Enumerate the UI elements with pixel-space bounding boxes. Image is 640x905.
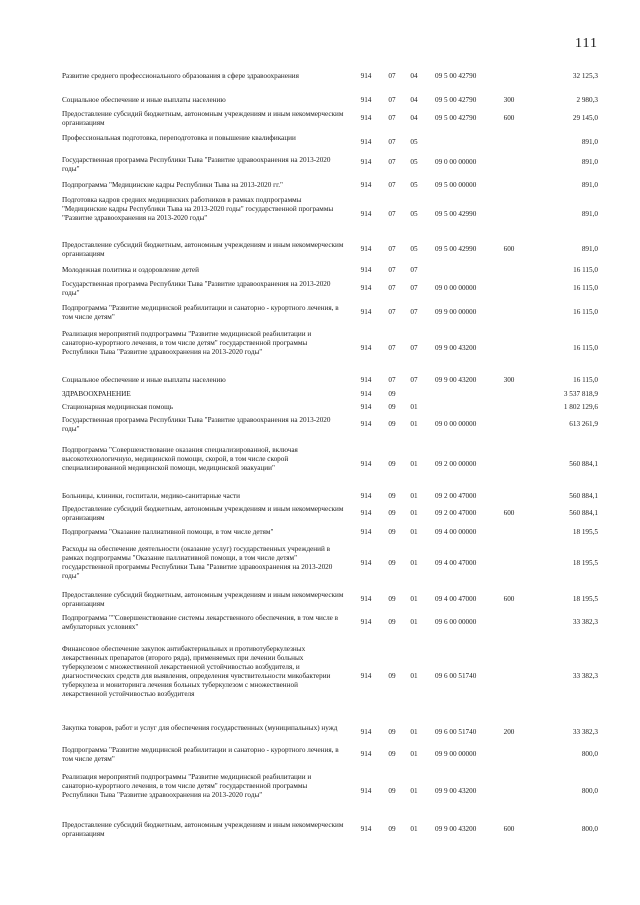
row-gr-code: 914 xyxy=(360,595,372,603)
row-description: Молодежная политика и оздоровление детей xyxy=(62,266,199,274)
row-description: Подпрограмма "Совершенствование оказания специализированной, включая высокотехнологичную, медицинской помощи, скорой, в том числе скорой специализированной медицинской помощи, медицинской эвакуации" xyxy=(62,446,298,472)
row-section-code: 07 xyxy=(388,245,396,253)
row-description: Государственная программа Республики Тыва "Развитие здравоохранения на 2013-2020 годы" xyxy=(62,156,331,173)
row-target-code: 09 4 00 00000 xyxy=(435,528,477,536)
row-target-code: 09 5 00 42990 xyxy=(435,210,477,218)
row-amount: 16 115,0 xyxy=(573,344,598,352)
row-amount: 891,0 xyxy=(581,158,598,166)
row-amount: 33 382,3 xyxy=(572,618,598,626)
row-amount: 32 125,3 xyxy=(572,72,598,80)
row-section-code: 07 xyxy=(388,181,396,189)
row-gr-code: 914 xyxy=(360,390,372,398)
row-gr-code: 914 xyxy=(360,210,372,218)
row-section-code: 09 xyxy=(388,672,396,680)
row-expense-type: 600 xyxy=(503,595,515,603)
row-description: Предоставление субсидий бюджетным, автономным учреждениям и иным некоммерческим организациям xyxy=(62,821,344,838)
row-amount: 33 382,3 xyxy=(572,672,598,680)
row-target-code: 09 9 00 43200 xyxy=(435,344,477,352)
row-gr-code: 914 xyxy=(360,138,372,146)
row-description: Закупка товаров, работ и услуг для обеспечения государственных (муниципальных) нужд xyxy=(62,724,338,732)
row-target-code: 09 4 00 47000 xyxy=(435,559,477,567)
row-description: Предоставление субсидий бюджетным, автономным учреждениям и иным некоммерческим организациям xyxy=(62,505,344,522)
row-subsection-code: 07 xyxy=(410,344,418,352)
row-description: Подготовка кадров средних медицинских работников в рамках подпрограммы "Медицинские кадры Республики Тыва на 2013-2020 годы" государственной программы "Развитие здравоохранения на 2013-2020 годы" xyxy=(62,196,334,222)
row-subsection-code: 04 xyxy=(410,96,418,104)
row-target-code: 09 2 00 00000 xyxy=(435,460,477,468)
row-expense-type: 600 xyxy=(503,245,515,253)
row-subsection-code: 01 xyxy=(410,787,418,795)
row-gr-code: 914 xyxy=(360,750,372,758)
row-subsection-code: 05 xyxy=(410,158,418,166)
row-gr-code: 914 xyxy=(360,509,372,517)
row-gr-code: 914 xyxy=(360,559,372,567)
row-description: Развитие среднего профессионального образования в сфере здравоохранения xyxy=(62,72,299,80)
row-expense-type: 300 xyxy=(503,376,515,384)
row-description: Финансовое обеспечение закупок антибактериальных и противотуберкулезных лекарственных препаратов (второго ряда), применяемых при лечении больных туберкулезом с множественной лекарственной устойчивостью возбудителя, и диагностических средств для выявления, определения чувствительности микобактерии туберкулеза и мониторинга лечения больных туберкулезом с множественной лекарственной устойчивостью возбудителя xyxy=(62,645,331,698)
row-target-code: 09 9 00 43200 xyxy=(435,787,477,795)
row-target-code: 09 5 00 42790 xyxy=(435,72,477,80)
row-section-code: 07 xyxy=(388,96,396,104)
row-section-code: 09 xyxy=(388,787,396,795)
row-section-code: 09 xyxy=(388,492,396,500)
row-subsection-code: 01 xyxy=(410,559,418,567)
row-gr-code: 914 xyxy=(360,96,372,104)
row-expense-type: 600 xyxy=(503,114,515,122)
row-section-code: 07 xyxy=(388,158,396,166)
row-section-code: 09 xyxy=(388,390,396,398)
row-gr-code: 914 xyxy=(360,728,372,736)
row-target-code: 09 5 00 00000 xyxy=(435,181,477,189)
row-section-code: 09 xyxy=(388,750,396,758)
row-section-code: 09 xyxy=(388,559,396,567)
row-subsection-code: 05 xyxy=(410,138,418,146)
row-amount: 18 195,5 xyxy=(572,528,598,536)
row-subsection-code: 01 xyxy=(410,492,418,500)
row-description: Государственная программа Республики Тыва "Развитие здравоохранения на 2013-2020 годы" xyxy=(62,416,331,433)
row-expense-type: 600 xyxy=(503,509,515,517)
row-section-code: 07 xyxy=(388,344,396,352)
row-target-code: 09 9 00 43200 xyxy=(435,825,477,833)
row-target-code: 09 9 00 43200 xyxy=(435,376,477,384)
row-target-code: 09 2 00 47000 xyxy=(435,492,477,500)
row-amount: 613 261,9 xyxy=(569,420,598,428)
row-target-code: 09 9 00 00000 xyxy=(435,750,477,758)
row-description: Профессиональная подготовка, переподготовка и повышение квалификации xyxy=(62,134,296,142)
row-amount: 560 884,1 xyxy=(569,460,598,468)
row-subsection-code: 01 xyxy=(410,825,418,833)
row-target-code: 09 4 00 47000 xyxy=(435,595,477,603)
row-description: Подпрограмма ""Совершенствование системы лекарственного обеспечения, в том числе в амбулаторных условиях" xyxy=(62,614,339,631)
row-description: Подпрограмма "Медицинские кадры Республики Тыва на 2013-2020 гг." xyxy=(62,181,283,189)
row-subsection-code: 01 xyxy=(410,750,418,758)
row-subsection-code: 07 xyxy=(410,308,418,316)
row-target-code: 09 6 00 00000 xyxy=(435,618,477,626)
row-amount: 2 980,3 xyxy=(576,96,598,104)
row-subsection-code: 01 xyxy=(410,728,418,736)
row-subsection-code: 01 xyxy=(410,672,418,680)
row-description: Расходы на обеспечение деятельности (оказание услуг) государственных учреждений в рамках подпрограммы "Оказание паллиативной помощи, в том числе детям" государственной программы Республики Тыва "Развитие здравоохранения на 2013-2020 годы" xyxy=(62,545,333,580)
row-amount: 16 115,0 xyxy=(573,284,598,292)
row-amount: 3 537 818,9 xyxy=(563,390,598,398)
row-amount: 18 195,5 xyxy=(572,595,598,603)
row-target-code: 09 6 00 51740 xyxy=(435,728,477,736)
row-gr-code: 914 xyxy=(360,344,372,352)
row-expense-type: 300 xyxy=(503,96,515,104)
row-amount: 891,0 xyxy=(581,181,598,189)
row-amount: 800,0 xyxy=(581,825,598,833)
row-amount: 891,0 xyxy=(581,138,598,146)
row-subsection-code: 01 xyxy=(410,509,418,517)
row-gr-code: 914 xyxy=(360,308,372,316)
row-section-code: 09 xyxy=(388,595,396,603)
row-target-code: 09 5 00 42790 xyxy=(435,114,477,122)
row-section-code: 09 xyxy=(388,825,396,833)
row-section-code: 07 xyxy=(388,308,396,316)
row-section-code: 07 xyxy=(388,114,396,122)
row-description: Предоставление субсидий бюджетным, автономным учреждениям и иным некоммерческим организациям xyxy=(62,591,344,608)
page-number: 111 xyxy=(575,36,598,51)
row-gr-code: 914 xyxy=(360,528,372,536)
row-section-code: 07 xyxy=(388,210,396,218)
row-gr-code: 914 xyxy=(360,376,372,384)
row-gr-code: 914 xyxy=(360,460,372,468)
row-section-code: 09 xyxy=(388,420,396,428)
row-subsection-code: 05 xyxy=(410,245,418,253)
row-section-code: 09 xyxy=(388,460,396,468)
row-section-code: 09 xyxy=(388,403,396,411)
row-amount: 800,0 xyxy=(581,750,598,758)
row-target-code: 09 6 00 51740 xyxy=(435,672,477,680)
row-section-code: 09 xyxy=(388,528,396,536)
row-amount: 800,0 xyxy=(581,787,598,795)
row-section-code: 07 xyxy=(388,138,396,146)
row-subsection-code: 01 xyxy=(410,420,418,428)
row-subsection-code: 01 xyxy=(410,403,418,411)
row-amount: 29 145,0 xyxy=(572,114,598,122)
row-subsection-code: 04 xyxy=(410,114,418,122)
row-section-code: 07 xyxy=(388,266,396,274)
row-gr-code: 914 xyxy=(360,825,372,833)
row-gr-code: 914 xyxy=(360,672,372,680)
row-description: Подпрограмма "Развитие медицинской реабилитации и санаторно - курортного лечения, в том числе детям" xyxy=(62,304,339,321)
row-amount: 891,0 xyxy=(581,210,598,218)
row-target-code: 09 2 00 47000 xyxy=(435,509,477,517)
row-section-code: 09 xyxy=(388,618,396,626)
row-gr-code: 914 xyxy=(360,492,372,500)
row-gr-code: 914 xyxy=(360,618,372,626)
row-amount: 33 382,3 xyxy=(572,728,598,736)
row-subsection-code: 07 xyxy=(410,266,418,274)
row-gr-code: 914 xyxy=(360,420,372,428)
row-subsection-code: 04 xyxy=(410,72,418,80)
row-amount: 891,0 xyxy=(581,245,598,253)
row-subsection-code: 07 xyxy=(410,284,418,292)
row-expense-type: 200 xyxy=(503,728,515,736)
row-description: Больницы, клиники, госпитали, медико-санитарные части xyxy=(62,492,241,500)
row-gr-code: 914 xyxy=(360,284,372,292)
row-target-code: 09 5 00 42790 xyxy=(435,96,477,104)
row-description: Предоставление субсидий бюджетным, автономным учреждениям и иным некоммерческим организациям xyxy=(62,110,344,127)
row-amount: 18 195,5 xyxy=(572,559,598,567)
row-description: Подпрограмма "Оказание паллиативной помощи, в том числе детям" xyxy=(62,528,274,536)
row-subsection-code: 07 xyxy=(410,376,418,384)
row-amount: 16 115,0 xyxy=(573,376,598,384)
row-amount: 16 115,0 xyxy=(573,308,598,316)
row-subsection-code: 01 xyxy=(410,595,418,603)
row-gr-code: 914 xyxy=(360,158,372,166)
row-target-code: 09 0 00 00000 xyxy=(435,420,477,428)
row-amount: 16 115,0 xyxy=(573,266,598,274)
row-expense-type: 600 xyxy=(503,825,515,833)
row-target-code: 09 0 00 00000 xyxy=(435,158,477,166)
row-description: Социальное обеспечение и иные выплаты населению xyxy=(62,376,226,384)
row-section-code: 07 xyxy=(388,284,396,292)
row-description: Стационарная медицинская помощь xyxy=(62,403,173,411)
row-description: Подпрограмма "Развитие медицинской реабилитации и санаторно - курортного лечения, в том числе детям" xyxy=(62,746,339,763)
row-gr-code: 914 xyxy=(360,114,372,122)
row-description: Государственная программа Республики Тыва "Развитие здравоохранения на 2013-2020 годы" xyxy=(62,280,331,297)
row-amount: 1 802 129,6 xyxy=(563,403,598,411)
row-amount: 560 884,1 xyxy=(569,492,598,500)
row-description: Социальное обеспечение и иные выплаты населению xyxy=(62,96,226,104)
row-section-code: 07 xyxy=(388,376,396,384)
row-subsection-code: 05 xyxy=(410,210,418,218)
row-gr-code: 914 xyxy=(360,72,372,80)
row-subsection-code: 05 xyxy=(410,181,418,189)
row-subsection-code: 01 xyxy=(410,528,418,536)
row-description: Реализация мероприятий подпрограммы "Развитие медицинской реабилитации и санаторно-курортного лечения, в том числе детям" государственной программы Республики Тыва "Развитие здравоохранения на 2013-2020 годы" xyxy=(62,773,312,799)
row-gr-code: 914 xyxy=(360,266,372,274)
row-gr-code: 914 xyxy=(360,181,372,189)
row-description: Реализация мероприятий подпрограммы "Развитие медицинской реабилитации и санаторно-курортного лечения, в том числе детям" государственной программы Республики Тыва "Развитие здравоохранения на 2013-2020 годы" xyxy=(62,330,312,356)
row-description: Предоставление субсидий бюджетным, автономным учреждениям и иным некоммерческим организациям xyxy=(62,241,344,258)
row-subsection-code: 01 xyxy=(410,618,418,626)
row-target-code: 09 9 00 00000 xyxy=(435,308,477,316)
row-target-code: 09 5 00 42990 xyxy=(435,245,477,253)
row-amount: 560 884,1 xyxy=(569,509,598,517)
row-target-code: 09 0 00 00000 xyxy=(435,284,477,292)
row-section-code: 07 xyxy=(388,72,396,80)
row-gr-code: 914 xyxy=(360,403,372,411)
row-section-code: 09 xyxy=(388,509,396,517)
row-subsection-code: 01 xyxy=(410,460,418,468)
row-gr-code: 914 xyxy=(360,787,372,795)
row-section-code: 09 xyxy=(388,728,396,736)
row-gr-code: 914 xyxy=(360,245,372,253)
row-description: ЗДРАВООХРАНЕНИЕ xyxy=(62,390,131,398)
